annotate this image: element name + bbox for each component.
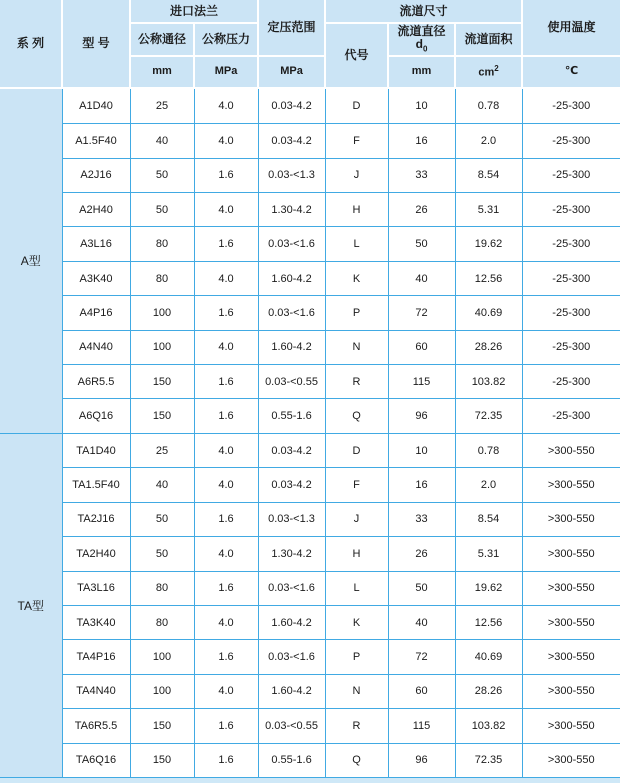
table-cell: 100 — [130, 296, 194, 330]
table-cell: H — [325, 193, 388, 227]
table-cell: N — [325, 330, 388, 364]
table-cell: 80 — [130, 227, 194, 261]
table-row — [0, 124, 620, 158]
table-cell: 5.31 — [455, 537, 522, 571]
table-cell: 10 — [388, 433, 455, 467]
table-cell: 4.0 — [194, 605, 258, 639]
table-cell: TA1D40 — [62, 433, 130, 467]
table-row — [0, 158, 620, 192]
table-cell: 115 — [388, 365, 455, 399]
table-cell: 72.35 — [455, 399, 522, 433]
table-cell: -25-300 — [522, 330, 620, 364]
table-row — [0, 365, 620, 399]
table-cell: 1.6 — [194, 227, 258, 261]
table-cell: 103.82 — [455, 365, 522, 399]
table-cell: P — [325, 296, 388, 330]
table-cell: >300-550 — [522, 537, 620, 571]
table-cell: 115 — [388, 709, 455, 743]
table-cell: A2H40 — [62, 193, 130, 227]
table-cell: 0.03-<0.55 — [258, 365, 325, 399]
table-cell: J — [325, 502, 388, 536]
table-cell: 1.60-4.2 — [258, 605, 325, 639]
table-cell: 4.0 — [194, 468, 258, 502]
table-cell: 0.55-1.6 — [258, 399, 325, 433]
table-cell: >300-550 — [522, 709, 620, 743]
table-cell: R — [325, 709, 388, 743]
table-cell: J — [325, 158, 388, 192]
table-cell: Q — [325, 399, 388, 433]
table-cell: A2J16 — [62, 158, 130, 192]
table-cell: 1.6 — [194, 640, 258, 674]
table-cell: A4P16 — [62, 296, 130, 330]
table-cell: R — [325, 365, 388, 399]
table-cell: -25-300 — [522, 296, 620, 330]
table-row — [0, 227, 620, 261]
table-cell: 150 — [130, 709, 194, 743]
table-cell: 1.30-4.2 — [258, 537, 325, 571]
table-cell: >300-550 — [522, 674, 620, 708]
table-cell: 33 — [388, 502, 455, 536]
table-cell: 50 — [130, 158, 194, 192]
table-cell: 10 — [388, 88, 455, 124]
table-cell: N — [325, 674, 388, 708]
table-cell: 50 — [130, 193, 194, 227]
table-cell: >300-550 — [522, 743, 620, 777]
table-cell: -25-300 — [522, 365, 620, 399]
unit-nominal-pressure: MPa — [194, 56, 258, 88]
table-cell: >300-550 — [522, 640, 620, 674]
table-row — [0, 399, 620, 433]
table-cell: F — [325, 124, 388, 158]
col-header-nominal-diameter: 公称通径 — [130, 23, 194, 56]
table-cell: TA3L16 — [62, 571, 130, 605]
table-cell: 16 — [388, 468, 455, 502]
table-cell: 100 — [130, 674, 194, 708]
table-cell: 1.6 — [194, 399, 258, 433]
table-cell: 4.0 — [194, 261, 258, 295]
table-cell: 4.0 — [194, 537, 258, 571]
table-cell: 25 — [130, 88, 194, 124]
col-header-operating-temp: 使用温度 — [522, 0, 620, 56]
table-cell: 4.0 — [194, 330, 258, 364]
table-cell: TA2J16 — [62, 502, 130, 536]
table-row — [0, 743, 620, 777]
table-cell: 19.62 — [455, 227, 522, 261]
col-group-inlet-flange: 进口法兰 — [130, 0, 258, 23]
col-header-channel-area: 流道面积 — [455, 23, 522, 56]
table-cell: 1.30-4.2 — [258, 193, 325, 227]
table-cell: 0.03-<1.3 — [258, 502, 325, 536]
table-cell: 50 — [130, 502, 194, 536]
table-cell: 4.0 — [194, 88, 258, 124]
table-cell: 60 — [388, 674, 455, 708]
table-cell: 150 — [130, 399, 194, 433]
table-cell: L — [325, 227, 388, 261]
table-cell: F — [325, 468, 388, 502]
unit-channel-diameter: mm — [388, 56, 455, 88]
unit-nominal-diameter: mm — [130, 56, 194, 88]
col-header-model: 型 号 — [62, 0, 130, 88]
table-cell: 96 — [388, 399, 455, 433]
table-cell: 19.62 — [455, 571, 522, 605]
table-cell: 4.0 — [194, 674, 258, 708]
table-cell: TA1.5F40 — [62, 468, 130, 502]
table-cell: 40 — [130, 124, 194, 158]
table-cell: 0.03-<1.6 — [258, 571, 325, 605]
table-cell: -25-300 — [522, 399, 620, 433]
table-cell: 1.60-4.2 — [258, 330, 325, 364]
table-cell: 1.60-4.2 — [258, 261, 325, 295]
table-cell: 1.60-4.2 — [258, 674, 325, 708]
table-cell: 0.78 — [455, 433, 522, 467]
table-cell: L — [325, 571, 388, 605]
table-header — [0, 0, 620, 88]
table-row — [0, 674, 620, 708]
table-cell: 2.0 — [455, 468, 522, 502]
table-cell: 12.56 — [455, 605, 522, 639]
table-cell: 40 — [388, 605, 455, 639]
table-cell: 72.35 — [455, 743, 522, 777]
table-cell: 80 — [130, 261, 194, 295]
table-cell: 4.0 — [194, 433, 258, 467]
table-cell: TA2H40 — [62, 537, 130, 571]
table-cell: 0.03-4.2 — [258, 468, 325, 502]
table-cell: 28.26 — [455, 674, 522, 708]
col-header-nominal-pressure: 公称压力 — [194, 23, 258, 56]
col-header-code: 代号 — [325, 23, 388, 88]
table-cell: -25-300 — [522, 227, 620, 261]
col-header-series: 系 列 — [0, 0, 62, 88]
table-cell: 26 — [388, 193, 455, 227]
channel-diameter-label: 流道直径 — [397, 23, 446, 38]
table-cell: 0.55-1.6 — [258, 743, 325, 777]
table-cell: 60 — [388, 330, 455, 364]
table-cell: >300-550 — [522, 502, 620, 536]
table-cell: -25-300 — [522, 158, 620, 192]
channel-diameter-symbol: $d_0$ — [415, 37, 428, 54]
table-cell: 1.6 — [194, 571, 258, 605]
table-cell: 80 — [130, 605, 194, 639]
table-row — [0, 709, 620, 743]
table-cell: Q — [325, 743, 388, 777]
table-cell: 0.03-<1.6 — [258, 227, 325, 261]
table-cell: 50 — [388, 571, 455, 605]
table-cell: 0.03-4.2 — [258, 124, 325, 158]
table-row — [0, 605, 620, 639]
table-cell: 80 — [130, 571, 194, 605]
table-cell: 0.03-<0.55 — [258, 709, 325, 743]
table-cell: 12.56 — [455, 261, 522, 295]
table-cell: -25-300 — [522, 88, 620, 124]
table-cell: 16 — [388, 124, 455, 158]
table-cell: >300-550 — [522, 433, 620, 467]
table-cell: 40 — [130, 468, 194, 502]
unit-channel-area: $cm^2$ — [455, 56, 522, 88]
table-cell: 50 — [388, 227, 455, 261]
table-cell: 100 — [130, 330, 194, 364]
table-row — [0, 537, 620, 571]
table-row — [0, 261, 620, 295]
table-cell: A6Q16 — [62, 399, 130, 433]
table-cell: A6R5.5 — [62, 365, 130, 399]
table-cell: A1D40 — [62, 88, 130, 124]
unit-operating-temp: ℃ — [522, 56, 620, 88]
table-cell: -25-300 — [522, 261, 620, 295]
table-cell: 0.03-4.2 — [258, 433, 325, 467]
table-row — [0, 468, 620, 502]
table-cell: 26 — [388, 537, 455, 571]
table-cell: >300-550 — [522, 468, 620, 502]
table-row — [0, 640, 620, 674]
table-cell: 1.6 — [194, 743, 258, 777]
table-cell: 96 — [388, 743, 455, 777]
table-cell: 0.03-<1.6 — [258, 640, 325, 674]
table-cell: 100 — [130, 640, 194, 674]
table-cell: 50 — [130, 537, 194, 571]
table-cell: 28.26 — [455, 330, 522, 364]
table-body — [0, 88, 620, 778]
table-cell: 150 — [130, 365, 194, 399]
table-cell: A3L16 — [62, 227, 130, 261]
table-cell: 40.69 — [455, 296, 522, 330]
table-cell: 72 — [388, 296, 455, 330]
table-cell: D — [325, 433, 388, 467]
table-cell: 1.6 — [194, 502, 258, 536]
col-header-channel-diameter — [388, 23, 455, 56]
unit-set-pressure-range: MPa — [258, 56, 325, 88]
table-cell: A1.5F40 — [62, 124, 130, 158]
table-cell: 1.6 — [194, 158, 258, 192]
table-cell: TA4P16 — [62, 640, 130, 674]
table-cell: 1.6 — [194, 709, 258, 743]
table-cell: TA3K40 — [62, 605, 130, 639]
table-row — [0, 296, 620, 330]
table-row — [0, 433, 620, 467]
series-label: TA型 — [0, 433, 62, 777]
table-cell: A3K40 — [62, 261, 130, 295]
table-cell: 2.0 — [455, 124, 522, 158]
table-row — [0, 193, 620, 227]
table-cell: A4N40 — [62, 330, 130, 364]
table-cell: >300-550 — [522, 571, 620, 605]
table-cell: 150 — [130, 743, 194, 777]
table-row — [0, 571, 620, 605]
table-cell: K — [325, 261, 388, 295]
table-cell: TA6Q16 — [62, 743, 130, 777]
table-cell: 0.78 — [455, 88, 522, 124]
table-cell: -25-300 — [522, 124, 620, 158]
series-label: A型 — [0, 88, 62, 433]
table-cell: 40.69 — [455, 640, 522, 674]
table-cell: H — [325, 537, 388, 571]
table-cell: TA6R5.5 — [62, 709, 130, 743]
table-cell: 25 — [130, 433, 194, 467]
table-row — [0, 330, 620, 364]
table-cell: -25-300 — [522, 193, 620, 227]
table-cell: 0.03-4.2 — [258, 88, 325, 124]
table-cell: TA4N40 — [62, 674, 130, 708]
table-cell: 5.31 — [455, 193, 522, 227]
table-cell: 4.0 — [194, 124, 258, 158]
table-cell: P — [325, 640, 388, 674]
table-cell: 33 — [388, 158, 455, 192]
table-cell: K — [325, 605, 388, 639]
table-cell: 8.54 — [455, 502, 522, 536]
table-cell: 1.6 — [194, 296, 258, 330]
table-cell: 8.54 — [455, 158, 522, 192]
table-cell: 72 — [388, 640, 455, 674]
table-cell: 4.0 — [194, 193, 258, 227]
table-cell: 0.03-<1.3 — [258, 158, 325, 192]
col-header-set-pressure-range: 定压范围 — [258, 0, 325, 56]
table-cell: 1.6 — [194, 365, 258, 399]
table-cell: 40 — [388, 261, 455, 295]
table-row — [0, 88, 620, 124]
table-row — [0, 502, 620, 536]
table-cell: >300-550 — [522, 605, 620, 639]
table-cell: D — [325, 88, 388, 124]
table-cell: 103.82 — [455, 709, 522, 743]
table-cell: 0.03-<1.6 — [258, 296, 325, 330]
col-group-flow-channel-size: 流道尺寸 — [325, 0, 522, 23]
